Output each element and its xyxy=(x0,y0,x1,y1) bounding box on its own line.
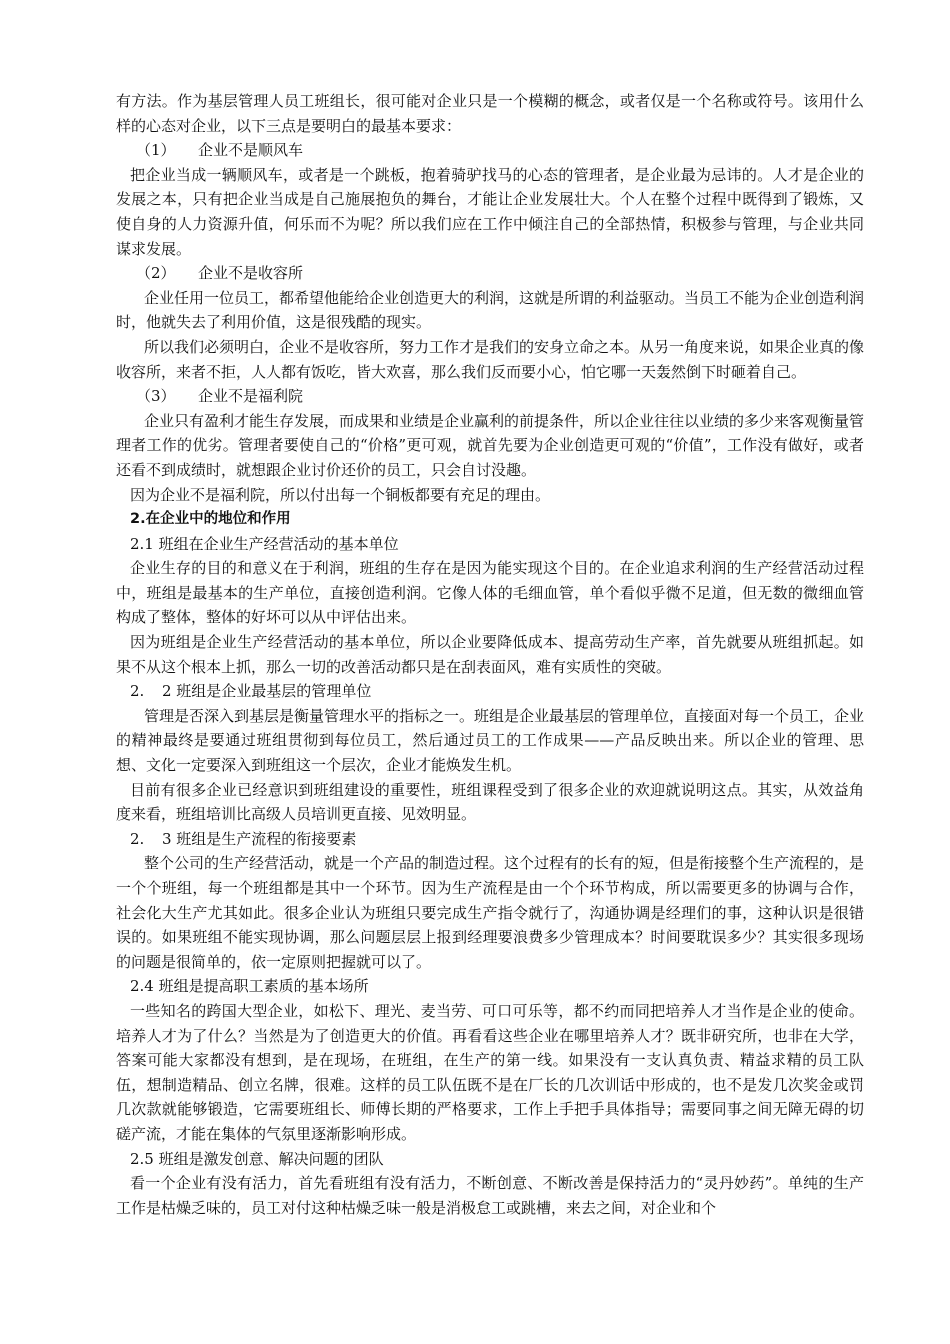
section-2-3-title xyxy=(116,827,864,852)
section-2-1-title: 2.1 班组在企业生产经营活动的基本单位 xyxy=(130,534,399,553)
point-1-heading xyxy=(116,138,864,163)
point-1-title: 企业不是顺风车 xyxy=(198,141,304,160)
point-3-number: （3） xyxy=(136,387,176,406)
intro-paragraph: 有方法。作为基层管理人员工班组长，很可能对企业只是一个模糊的概念，或者仅是一个名称或符号。该用什么样的心态对企业，以下三点是要明白的最基本要求： xyxy=(116,92,864,135)
point-3-heading xyxy=(116,384,864,409)
point-1-paragraph: 把企业当成一辆顺风车，或者是一个跳板，抱着骑驴找马的心态的管理者，是企业最为忌讳的。人才是企业的发展之本，只有把企业当成是自己施展抱负的舞台，才能让企业发展壮大。个人在整个过程中既得到了锻炼，又使自身的人力资源升值，何乐而不为呢？所以我们应在工作中倾注自己的全部热情，积极参与管理，与企业共同谋求发展。 xyxy=(116,165,864,258)
point-3-paragraph-2: 因为企业不是福利院，所以付出每一个铜板都要有充足的理由。 xyxy=(130,485,551,504)
section-2-2-label: 2 班组是企业最基层的管理单位 xyxy=(162,682,372,701)
point-2-heading xyxy=(116,261,864,286)
section-2-3-number: 2. xyxy=(130,829,145,848)
section-2-4-paragraph-1: 一些知名的跨国大型企业，如松下、理光、麦当劳、可口可乐等，都不约而同把培养人才当作是企业的使命。培养人才为了什么？当然是为了创造更大的价值。再看看这些企业在哪里培养人才？既非研究所，也非在大学，答案可能大家都没有想到，是在现场，在班组，在生产的第一线。如果没有一支认真负责、精益求精的员工队伍，想制造精品、创立名牌，很难。这样的员工队伍既不是在厂长的几次训话中形成的，也不是发几次奖金或罚几次款就能够锻造，它需要班组长、师傅长期的严格要求，工作上手把手具体指导；需要同事之间无障无碍的切磋产流，才能在集体的气氛里逐渐影响形成。 xyxy=(116,1001,864,1143)
section-2-5-title: 2.5 班组是激发创意、解决问题的团队 xyxy=(130,1149,384,1168)
section-2-2-paragraph-2: 目前有很多企业已经意识到班组建设的重要性，班组课程受到了很多企业的欢迎就说明这点。其实，从效益角度来看，班组培训比高级人员培训更直接、见效明显。 xyxy=(116,780,864,824)
section-2-1-paragraph-2: 因为班组是企业生产经营活动的基本单位，所以企业要降低成本、提高劳动生产率，首先就要从班组抓起。如果不从这个根本上抓，那么一切的改善活动都只是在刮表面风，难有实质性的突破。 xyxy=(116,633,864,676)
section-2-5-paragraph-1: 看一个企业有没有活力，首先看班组有没有活力，不断创意、不断改善是保持活力的“灵丹妙药”。单纯的生产工作是枯燥乏味的，员工对付这种枯燥乏味一般是消极怠工或跳槽，来去之间，对企业和个 xyxy=(116,1174,864,1217)
point-3-paragraph-1: 企业只有盈利才能生存发展，而成果和业绩是企业赢利的前提条件，所以企业往往以业绩的多少来客观衡量管理者工作的优劣。管理者要使自己的“价格”更可观，就首先要为企业创造更可观的“价值”，工作没有做好，或者还看不到成绩时，就想跟企业讨价还价的员工，只会自讨没趣。 xyxy=(116,411,865,479)
section-2-2-title xyxy=(116,679,864,704)
point-1-number: （1） xyxy=(136,141,176,160)
section-2-3-paragraph-1: 整个公司的生产经营活动，就是一个产品的制造过程。这个过程有的长有的短，但是衔接整个生产流程的，是一个个班组，每一个班组都是其中一个环节。因为生产流程是由一个个环节构成，所以需要更多的协调与合作，社会化大生产尤其如此。很多企业认为班组只要完成生产指令就行了，沟通协调是经理们的事，这种认识是很错误的。如果班组不能实现协调，那么问题层层上报到经理要浪费多少管理成本？时间要耽误多少？其实很多现场的问题是很简单的，依一定原则把握就可以了。 xyxy=(116,854,865,971)
section-2-4-title: 2.4 班组是提高职工素质的基本场所 xyxy=(130,977,369,996)
section-2-2-paragraph-1: 管理是否深入到基层是衡量管理水平的指标之一。班组是企业最基层的管理单位，直接面对每一个员工，企业的精神最终是要通过班组贯彻到每位员工，然后通过员工的工作成果——产品反映出来。所以企业的管理、思想、文化一定要深入到班组这一个层次，企业才能焕发生机。 xyxy=(116,706,865,775)
section-2-1-paragraph-1: 企业生存的目的和意义在于利润，班组的生存在是因为能实现这个目的。在企业追求利润的生产经营活动过程中，班组是最基本的生产单位，直接创造利润。它像人体的毛细血管，单个看似乎微不足道，但无数的微细血管构成了整体，整体的好坏可以从中评估出来。 xyxy=(116,559,864,627)
section-2-heading: 2.在企业中的地位和作用 xyxy=(130,511,291,528)
point-2-paragraph-2: 所以我们必须明白，企业不是收容所，努力工作才是我们的安身立命之本。从另一角度来说，如果企业真的像收容所，来者不拒，人人都有饭吃，皆大欢喜，那么我们反而要小心，怕它哪一天轰然倒下时砸着自己。 xyxy=(116,337,865,381)
point-2-paragraph-1: 企业任用一位员工，都希望他能给企业创造更大的利润，这就是所谓的利益驱动。当员工不能为企业创造利润时，他就失去了利用价值，这是很残酷的现实。 xyxy=(116,288,865,332)
section-2-3-label: 3 班组是生产流程的衔接要素 xyxy=(162,829,357,848)
point-2-title: 企业不是收容所 xyxy=(198,264,304,283)
point-2-number: （2） xyxy=(136,264,176,283)
section-2-2-number: 2. xyxy=(130,682,145,701)
point-3-title: 企业不是福利院 xyxy=(198,387,304,406)
